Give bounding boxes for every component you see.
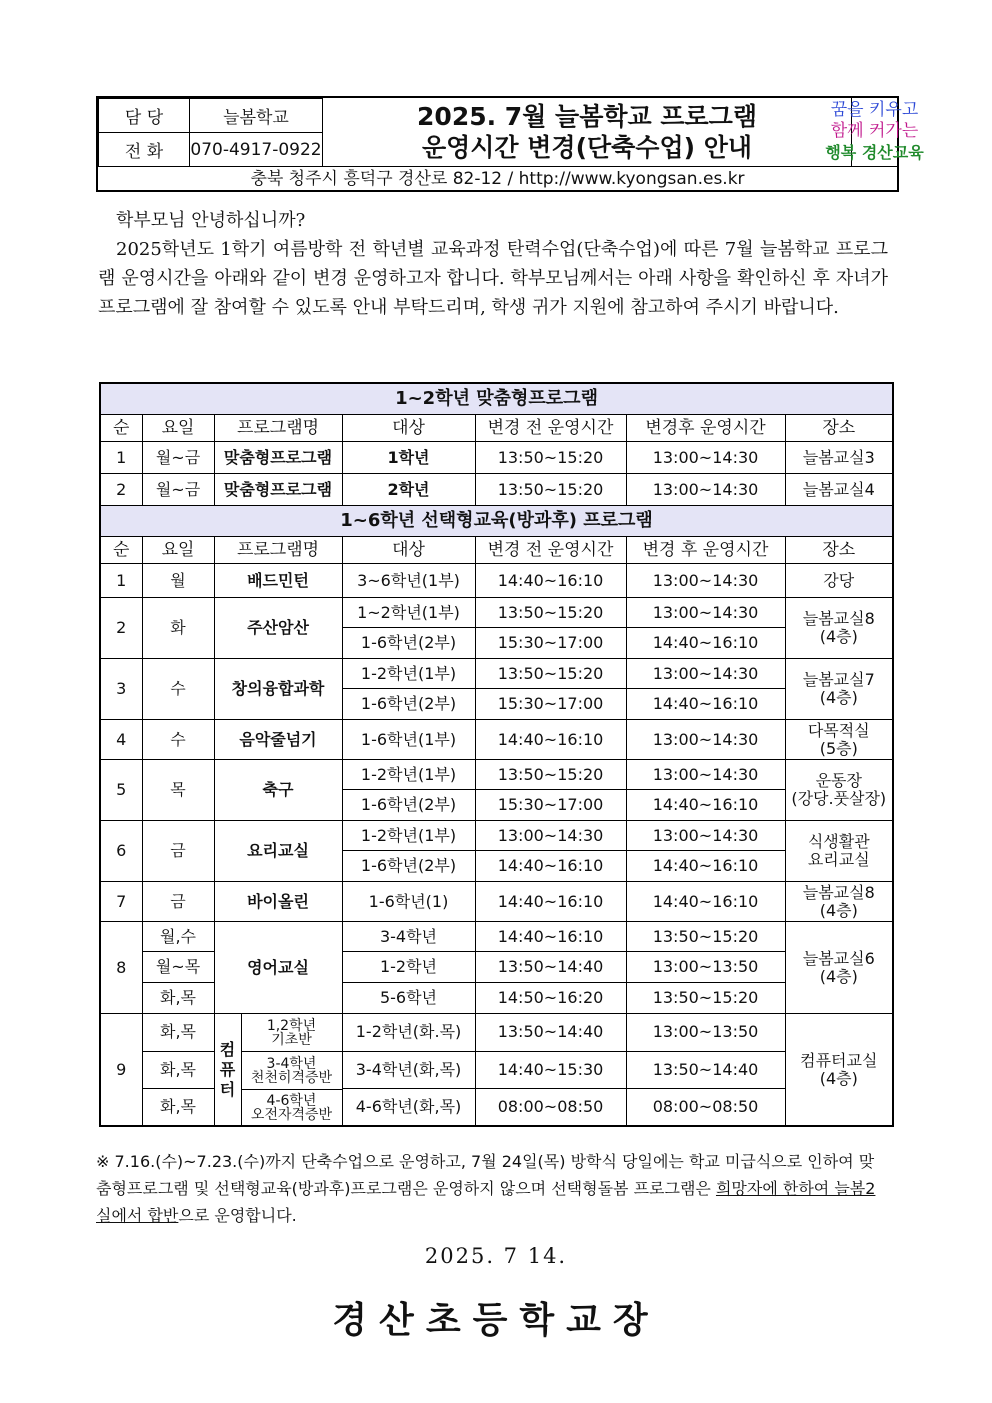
sub-course-line2: 천천히격증반 <box>250 1069 333 1086</box>
cell-day: 수 <box>142 659 214 720</box>
place-line2: (강당.풋살장) <box>791 789 887 808</box>
cell-after: 13:00~14:30 <box>626 821 785 851</box>
cell-place <box>785 760 893 821</box>
cell-target: 1-2학년(1부) <box>342 821 475 851</box>
cell-place: 늘봄교실4 <box>785 474 893 506</box>
contact-label: 담 당 <box>99 99 190 133</box>
place-line1: 컴퓨터교실 <box>800 1050 878 1070</box>
column-header: 요일 <box>142 537 214 564</box>
title-line2: 운영시간 변경(단축수업) 안내 <box>421 133 753 162</box>
cell-program: 음악줄넘기 <box>214 720 342 760</box>
document-date: 2025. 7 14. <box>424 1244 568 1268</box>
cell-before: 13:50~14:40 <box>475 1014 626 1052</box>
place-line1: 늘봄교실7 <box>802 670 875 689</box>
cell-program: 창의융합과학 <box>214 659 342 720</box>
cell-program: 바이올린 <box>214 882 342 922</box>
footnote <box>96 1148 886 1229</box>
footnote-text <box>96 1148 886 1229</box>
computer-label <box>215 1014 242 1125</box>
slogan-line1: 꿈을 키우고 <box>830 100 919 120</box>
place-line1: 식생활관 <box>807 832 870 851</box>
schedule-table <box>99 382 894 1127</box>
computer-char: 컴 <box>219 1039 236 1059</box>
column-header: 장소 <box>785 537 893 564</box>
cell-before: 14:40~16:10 <box>475 922 626 952</box>
cell-after: 14:40~16:10 <box>626 689 785 720</box>
cell-before: 14:50~16:20 <box>475 983 626 1014</box>
table-row <box>100 442 893 474</box>
computer-char: 퓨 <box>219 1059 236 1079</box>
column-header: 순 <box>100 415 142 442</box>
cell-before: 14:40~16:10 <box>475 564 626 598</box>
cell-target: 1-2학년(화.목) <box>342 1014 475 1052</box>
cell-before: 13:50~15:20 <box>475 598 626 628</box>
column-header: 순 <box>100 537 142 564</box>
cell-target: 1-2학년 <box>342 952 475 983</box>
cell-target: 1-6학년(2부) <box>342 689 475 720</box>
table-row <box>100 474 893 506</box>
sub-course <box>242 1014 342 1052</box>
cell-target: 1~2학년(1부) <box>342 598 475 628</box>
cell-after: 13:00~14:30 <box>626 720 785 760</box>
cell-before: 14:40~16:10 <box>475 720 626 760</box>
cell-no: 1 <box>100 564 142 598</box>
section1-header-row <box>100 415 893 442</box>
cell-place <box>785 922 893 1014</box>
section1-title-row <box>100 383 893 415</box>
cell-day: 월~금 <box>142 442 214 474</box>
footnote-underlined: 희망자에 한하여 늘봄2실에서 합반 <box>96 1179 876 1225</box>
school-address: 충북 청주시 흥덕구 경산로 82-12 / http://www.kyongsan.es.kr <box>98 166 897 193</box>
table-row <box>100 598 893 628</box>
section2-header-row <box>100 537 893 564</box>
cell-before: 13:50~14:40 <box>475 952 626 983</box>
cell-day: 목 <box>142 760 214 821</box>
sub-course-line2: 기초반 <box>271 1031 312 1048</box>
table-row <box>100 659 893 689</box>
cell-day: 월~금 <box>142 474 214 506</box>
cell-place <box>785 720 893 760</box>
table-row <box>100 922 893 952</box>
cell-program: 영어교실 <box>214 922 342 1014</box>
slogan-line3: 행복 경산교육 <box>825 143 924 162</box>
cell-program: 주산암산 <box>214 598 342 659</box>
cell-day: 월,수 <box>142 922 214 952</box>
place-line2: (4층) <box>819 966 858 986</box>
cell-after: 13:00~14:30 <box>626 598 785 628</box>
cell-before: 14:40~16:10 <box>475 882 626 922</box>
place-line2: 요리교실 <box>807 850 870 869</box>
cell-before: 08:00~08:50 <box>475 1089 626 1127</box>
cell-place <box>785 598 893 659</box>
cell-target: 3~6학년(1부) <box>342 564 475 598</box>
cell-after: 13:00~13:50 <box>626 1014 785 1052</box>
cell-target: 1-6학년(2부) <box>342 851 475 882</box>
cell-target: 4-6학년(화,목) <box>342 1089 475 1127</box>
table-row <box>100 720 893 760</box>
cell-after: 13:00~14:30 <box>626 564 785 598</box>
cell-after: 13:00~13:50 <box>626 952 785 983</box>
cell-day: 화,목 <box>142 1089 214 1127</box>
cell-day: 월~목 <box>142 952 214 983</box>
cell-before: 13:50~15:20 <box>475 442 626 474</box>
cell-before: 15:30~17:00 <box>475 689 626 720</box>
cell-program: 맞춤형프로그램 <box>214 474 342 506</box>
place-line2: (5층) <box>819 738 858 758</box>
cell-before: 15:30~17:00 <box>475 628 626 659</box>
principal-signature: 경산초등학교장 <box>332 1299 660 1341</box>
title-line1: 2025. 7월 늘봄학교 프로그램 <box>417 102 757 131</box>
contact-table <box>98 98 323 167</box>
cell-place <box>785 821 893 882</box>
cell-after: 13:00~14:30 <box>626 760 785 790</box>
column-header: 변경 후 운영시간 <box>626 537 785 564</box>
table-row <box>100 821 893 851</box>
column-header: 프로그램명 <box>214 415 342 442</box>
cell-no: 3 <box>100 659 142 720</box>
cell-after: 14:40~16:10 <box>626 628 785 659</box>
place-line2: (4층) <box>819 1068 858 1088</box>
cell-program <box>214 1014 342 1127</box>
cell-target: 1-2학년(1부) <box>342 760 475 790</box>
sub-course <box>242 1052 342 1090</box>
phone-value: 070-4917-0922 <box>190 133 323 167</box>
cell-place <box>785 1014 893 1127</box>
cell-target: 1-6학년(1) <box>342 882 475 922</box>
cell-target: 5-6학년 <box>342 983 475 1014</box>
cell-after: 14:40~16:10 <box>626 851 785 882</box>
cell-no: 2 <box>100 598 142 659</box>
cell-day: 금 <box>142 882 214 922</box>
cell-after: 13:50~15:20 <box>626 922 785 952</box>
cell-place: 늘봄교실3 <box>785 442 893 474</box>
place-line2: (4층) <box>819 688 858 707</box>
place-line1: 운동장 <box>815 771 862 790</box>
sub-course-line1: 1,2학년 <box>266 1017 317 1034</box>
cell-no: 1 <box>100 442 142 474</box>
column-header: 변경후 운영시간 <box>626 415 785 442</box>
cell-place <box>785 659 893 720</box>
cell-before: 14:40~15:30 <box>475 1051 626 1089</box>
slogan <box>825 98 924 166</box>
cell-no: 8 <box>100 922 142 1014</box>
section1-title: 1~2학년 맞춤형프로그램 <box>100 383 893 415</box>
cell-after: 14:40~16:10 <box>626 882 785 922</box>
cell-target: 1-6학년(1부) <box>342 720 475 760</box>
cell-before: 13:50~15:20 <box>475 659 626 689</box>
footnote-part3: 으로 운영합니다. <box>178 1206 297 1225</box>
column-header: 변경 전 운영시간 <box>475 537 626 564</box>
sub-course-line2: 오전자격증반 <box>250 1106 333 1123</box>
cell-program: 배드민턴 <box>214 564 342 598</box>
cell-program: 축구 <box>214 760 342 821</box>
cell-before: 13:50~15:20 <box>475 474 626 506</box>
table-row <box>100 760 893 790</box>
section2-title: 1~6학년 선택형교육(방과후) 프로그램 <box>100 506 893 537</box>
header-box <box>96 96 924 192</box>
column-header: 요일 <box>142 415 214 442</box>
cell-no: 7 <box>100 882 142 922</box>
contact-value: 늘봄학교 <box>190 99 323 133</box>
place-line2: (4층) <box>819 900 858 920</box>
phone-label: 전 화 <box>99 133 190 167</box>
place-line1: 다목적실 <box>807 720 870 740</box>
sub-course-line1: 4-6학년 <box>266 1092 317 1109</box>
cell-after: 13:00~14:30 <box>626 659 785 689</box>
column-header: 대상 <box>342 415 475 442</box>
cell-target: 3-4학년(화,목) <box>342 1051 475 1089</box>
cell-no: 5 <box>100 760 142 821</box>
cell-no: 9 <box>100 1014 142 1127</box>
table-row <box>100 1014 893 1052</box>
place-line1: 늘봄교실8 <box>802 882 875 902</box>
cell-after: 13:00~14:30 <box>626 442 785 474</box>
place-line2: (4층) <box>819 627 858 646</box>
cell-no: 6 <box>100 821 142 882</box>
place-line1: 늘봄교실8 <box>802 609 875 628</box>
slogan-line2: 함께 커가는 <box>830 121 919 141</box>
cell-program: 맞춤형프로그램 <box>214 442 342 474</box>
cell-after: 13:00~14:30 <box>626 474 785 506</box>
cell-day: 화,목 <box>142 1051 214 1089</box>
cell-after: 13:50~14:40 <box>626 1051 785 1089</box>
cell-before: 13:50~15:20 <box>475 760 626 790</box>
cell-no: 2 <box>100 474 142 506</box>
cell-before: 13:00~14:30 <box>475 821 626 851</box>
cell-before: 15:30~17:00 <box>475 790 626 821</box>
greeting: 학부모님 안녕하십니까? <box>116 210 306 231</box>
cell-target: 3-4학년 <box>342 922 475 952</box>
section2-title-row <box>100 506 893 537</box>
cell-day: 금 <box>142 821 214 882</box>
cell-target: 1-2학년(1부) <box>342 659 475 689</box>
computer-char: 터 <box>219 1079 236 1099</box>
cell-target: 1-6학년(2부) <box>342 790 475 821</box>
cell-no: 4 <box>100 720 142 760</box>
column-header: 변경 전 운영시간 <box>475 415 626 442</box>
cell-day: 화,목 <box>142 1014 214 1052</box>
place-line1: 늘봄교실6 <box>802 948 875 968</box>
table-row <box>100 564 893 598</box>
cell-target: 1학년 <box>342 442 475 474</box>
column-header: 대상 <box>342 537 475 564</box>
cell-day: 월 <box>142 564 214 598</box>
cell-place: 강당 <box>785 564 893 598</box>
cell-after: 08:00~08:50 <box>626 1089 785 1127</box>
column-header: 장소 <box>785 415 893 442</box>
intro-text <box>98 206 888 322</box>
cell-before: 14:40~16:10 <box>475 851 626 882</box>
cell-target: 2학년 <box>342 474 475 506</box>
cell-day: 수 <box>142 720 214 760</box>
cell-after: 14:40~16:10 <box>626 790 785 821</box>
column-header: 프로그램명 <box>214 537 342 564</box>
cell-day: 화,목 <box>142 983 214 1014</box>
document-title <box>322 98 852 166</box>
footnote-part1: ※ 7.16.(수)~7.23.(수)까지 단축수업으로 운영하고, 7월 24일(목) 방학식 당일에는 학교 미급식으로 인하여 맞춤형프로그램 및 선택형교육(방과후)프로그램은 운영하지 않으며 선택형돌봄 프로그램은 <box>96 1152 875 1198</box>
cell-day: 화 <box>142 598 214 659</box>
table-row <box>100 882 893 922</box>
cell-after: 13:50~15:20 <box>626 983 785 1014</box>
sub-course <box>242 1090 342 1125</box>
intro-body: 2025학년도 1학기 여름방학 전 학년별 교육과정 탄력수업(단축수업)에 따른 7월 늘봄학교 프로그램 운영시간을 아래와 같이 변경 운영하고자 합니다. 학부모님께서는 아래 사항을 확인하신 후 자녀가 프로그램에 잘 참여할 수 있도록 안내 부탁드리며, 학생 귀가 지원에 참고하여 주시기 바랍니다. <box>98 239 888 318</box>
cell-program: 요리교실 <box>214 821 342 882</box>
sub-course-line1: 3-4학년 <box>266 1055 317 1072</box>
cell-target: 1-6학년(2부) <box>342 628 475 659</box>
cell-place <box>785 882 893 922</box>
